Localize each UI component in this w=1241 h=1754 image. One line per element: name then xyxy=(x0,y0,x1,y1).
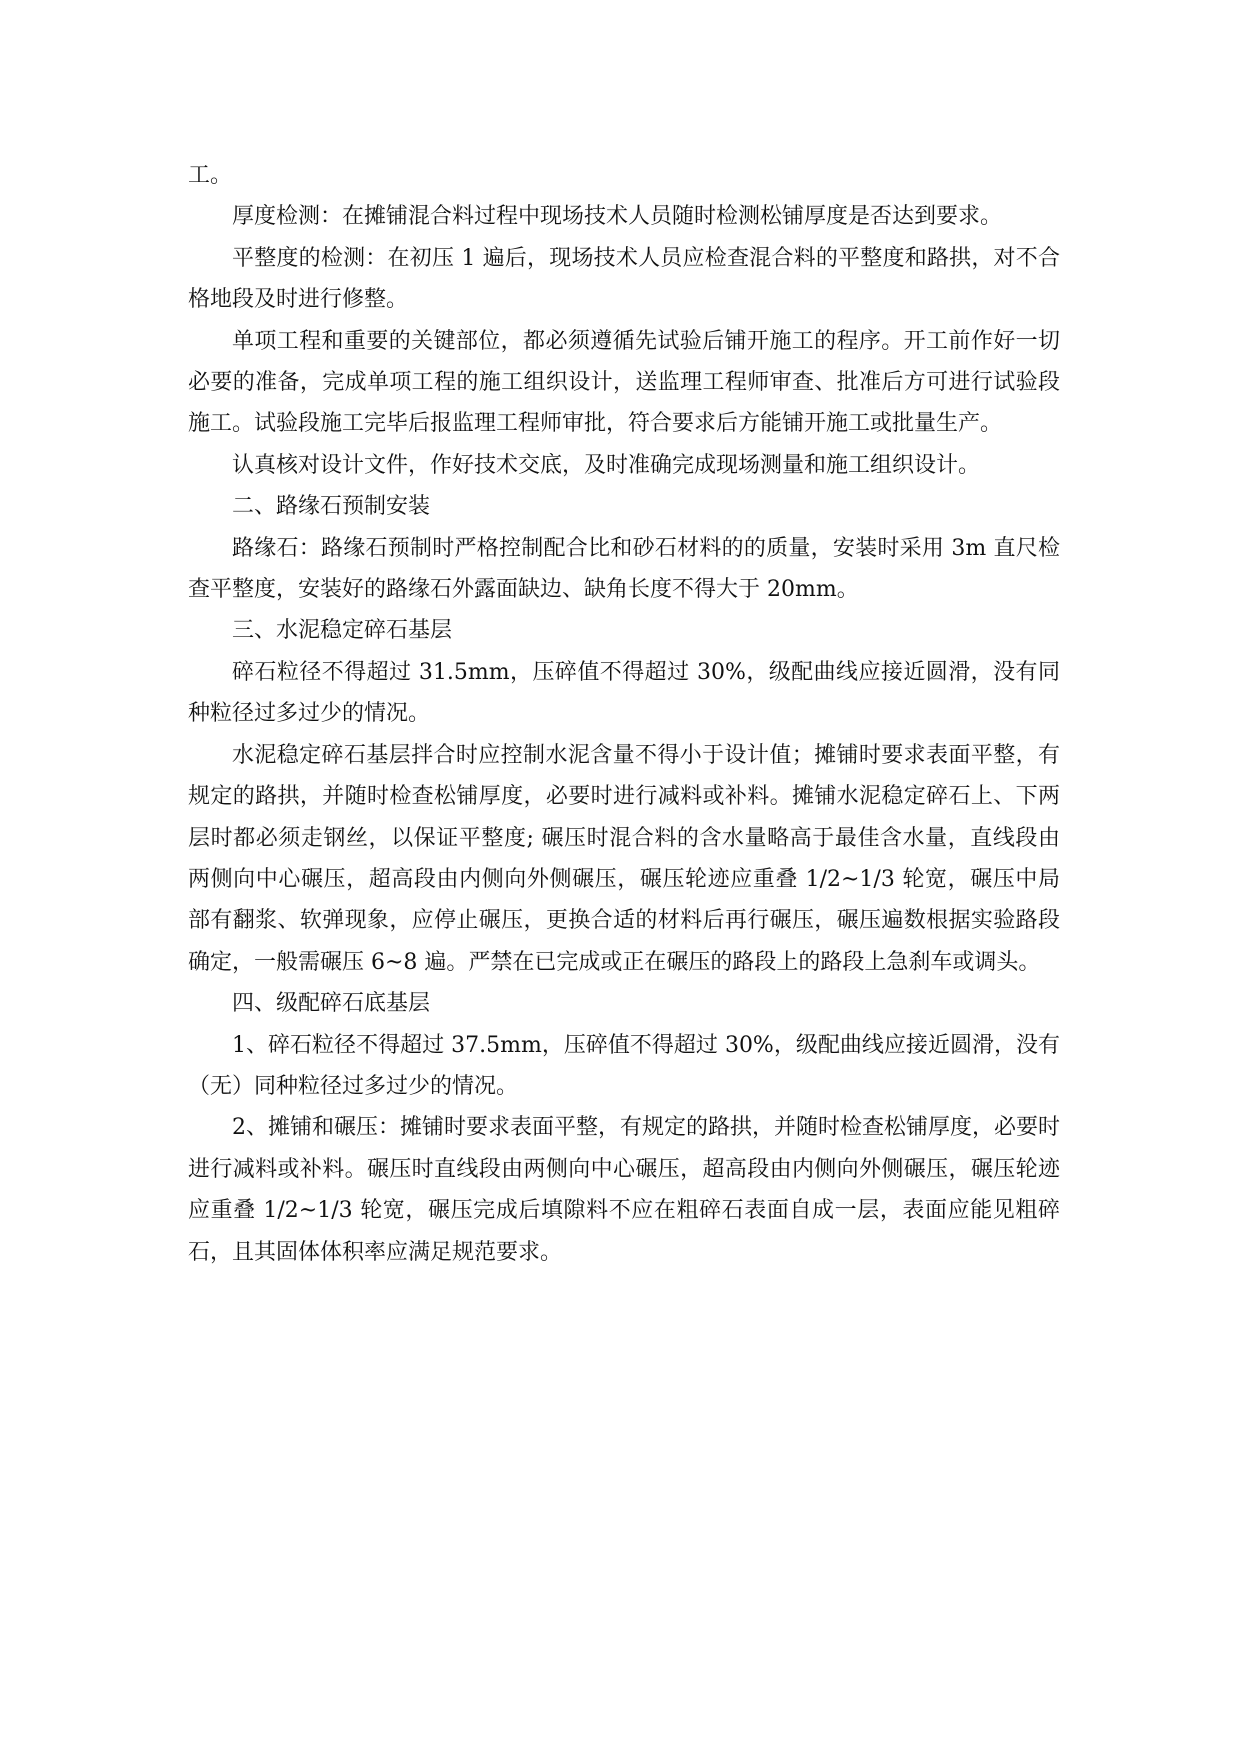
paragraph-subbase-aggregate: 1、碎石粒径不得超过 37.5mm，压碎值不得超过 30%，级配曲线应接近圆滑，没有（无）同种粒径过多过少的情况。 xyxy=(188,1032,1060,1099)
paragraph-aggregate-size: 碎石粒径不得超过 31.5mm，压碎值不得超过 30%，级配曲线应接近圆滑，没有同种粒径过多过少的情况。 xyxy=(188,659,1060,727)
section-heading-cement-base: 三、水泥稳定碎石基层 xyxy=(232,618,453,644)
document-body xyxy=(188,155,1060,1273)
paragraph-continuation: 工。 xyxy=(188,163,233,188)
paragraph-design-review: 认真核对设计文件，作好技术交底，及时准确完成现场测量和施工组织设计。 xyxy=(232,452,981,478)
section-heading-graded-subbase: 四、级配碎石底基层 xyxy=(232,991,431,1017)
paragraph-trial-section: 单项工程和重要的关键部位，都必须遵循先试验后铺开施工的程序。开工前作好一切必要的准备，完成单项工程的施工组织设计，送监理工程师审查、批准后方可进行试验段施工。试验段施工完毕后报监理工程师审批，符合要求后方能铺开施工或批量生产。 xyxy=(188,328,1060,437)
paragraph-thickness-check: 厚度检测：在摊铺混合料过程中现场技术人员随时检测松铺厚度是否达到要求。 xyxy=(232,204,1003,230)
section-heading-curbstone: 二、路缘石预制安装 xyxy=(232,494,431,520)
paragraph-flatness-check: 平整度的检测：在初压 1 遍后，现场技术人员应检查混合料的平整度和路拱，对不合格地段及时进行修整。 xyxy=(188,245,1060,313)
paragraph-curbstone: 路缘石：路缘石预制时严格控制配合比和砂石材料的的质量，安装时采用 3m 直尺检查平整度，安装好的路缘石外露面缺边、缺角长度不得大于 20mm。 xyxy=(188,535,1060,603)
paragraph-paving-rolling: 2、摊铺和碾压：摊铺时要求表面平整，有规定的路拱，并随时检查松铺厚度，必要时进行减料或补料。碾压时直线段由两侧向中心碾压，超高段由内侧向外侧碾压，碾压轮迹应重叠 1/2~1/3 轮宽，碾压完成后填隙料不应在粗碎石表面自成一层，表面应能见粗碎石，且其固体体积率应满足规范要求。 xyxy=(188,1115,1060,1265)
paragraph-cement-mixing: 水泥稳定碎石基层拌合时应控制水泥含量不得小于设计值；摊铺时要求表面平整，有规定的路拱，并随时检查松铺厚度，必要时进行减料或补料。摊铺水泥稳定碎石上、下两层时都必须走钢丝，以保证平整度; 碾压时混合料的含水量略高于最佳含水量，直线段由两侧向中心碾压，超高段由内侧向外侧碾压，碾压轮迹应重叠 1/2~1/3 轮宽，碾压中局部有翻浆、软弹现象，应停止碾压，更换合适的材料后再行碾压，碾压遍数根据实验路段确定，一般需碾压 6~8 遍。严禁在已完成或正在碾压的路段上的路段上急刹车或调头。 xyxy=(188,742,1060,975)
